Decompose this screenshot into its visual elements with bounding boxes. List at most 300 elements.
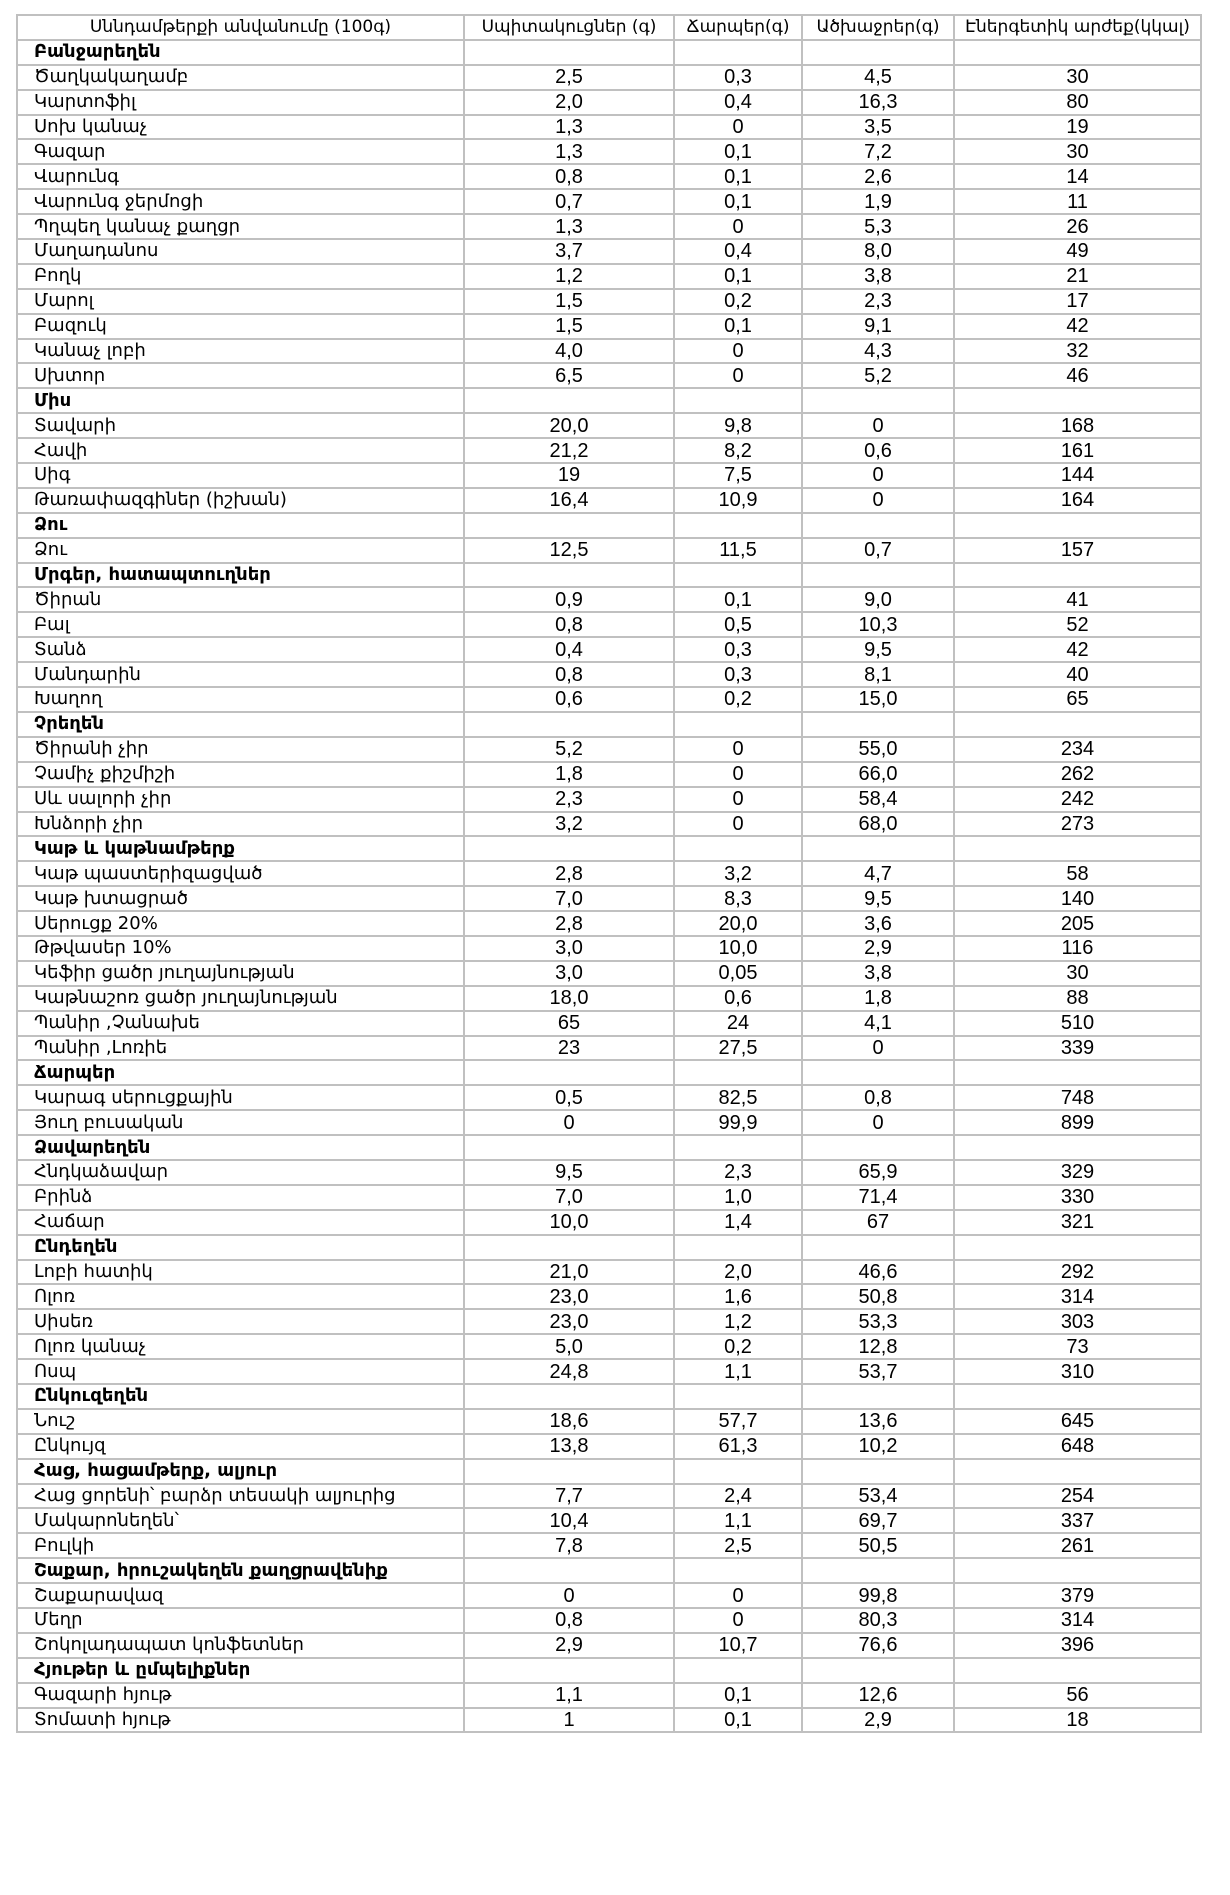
cell-carbs: 0,8 — [802, 1085, 954, 1110]
cell-fat — [674, 513, 802, 538]
category-row — [17, 836, 1201, 861]
cell-fat: 0,6 — [674, 986, 802, 1011]
table-row — [17, 1334, 1201, 1359]
table-row — [17, 812, 1201, 837]
cell-kcal: 21 — [954, 264, 1201, 289]
cell-carbs — [802, 836, 954, 861]
cell-carbs: 15,0 — [802, 687, 954, 712]
food-name: Վարունգ ջերմոցի — [17, 189, 464, 214]
category-name: Ձավարեղեն — [17, 1135, 464, 1160]
cell-protein: 0,6 — [464, 687, 674, 712]
cell-fat: 0,1 — [674, 1708, 802, 1733]
category-name: Մրգեր, հատապտուղներ — [17, 563, 464, 588]
food-name: Բողկ — [17, 264, 464, 289]
cell-fat: 1,2 — [674, 1309, 802, 1334]
food-name: Պղպեղ կանաչ քաղցր — [17, 214, 464, 239]
cell-carbs: 8,0 — [802, 239, 954, 264]
category-row — [17, 563, 1201, 588]
category-row — [17, 1658, 1201, 1683]
cell-protein: 0,5 — [464, 1085, 674, 1110]
cell-protein — [464, 1558, 674, 1583]
cell-protein: 0,4 — [464, 637, 674, 662]
food-name: Նուշ — [17, 1409, 464, 1434]
cell-fat: 2,0 — [674, 1260, 802, 1285]
category-row — [17, 712, 1201, 737]
cell-carbs: 4,1 — [802, 1011, 954, 1036]
food-name: Մարոլ — [17, 289, 464, 314]
cell-kcal: 396 — [954, 1633, 1201, 1658]
cell-kcal: 46 — [954, 363, 1201, 388]
cell-carbs: 53,7 — [802, 1359, 954, 1384]
food-name: Ոլոռ — [17, 1284, 464, 1309]
cell-carbs: 9,5 — [802, 886, 954, 911]
food-name: Տոմատի հյութ — [17, 1708, 464, 1733]
cell-fat: 1,1 — [674, 1508, 802, 1533]
table-row — [17, 314, 1201, 339]
cell-fat — [674, 40, 802, 65]
table-row — [17, 687, 1201, 712]
cell-protein: 7,0 — [464, 1185, 674, 1210]
cell-protein — [464, 712, 674, 737]
cell-carbs: 10,2 — [802, 1434, 954, 1459]
cell-carbs: 5,3 — [802, 214, 954, 239]
cell-protein: 4,0 — [464, 339, 674, 364]
food-name: Շաքարավազ — [17, 1583, 464, 1608]
food-name: Բազուկ — [17, 314, 464, 339]
cell-protein: 21,2 — [464, 438, 674, 463]
food-name: Մակարոնեղեն՝ — [17, 1508, 464, 1533]
cell-protein: 1,8 — [464, 762, 674, 787]
food-name: Թթվասեր 10% — [17, 936, 464, 961]
cell-fat: 0 — [674, 363, 802, 388]
cell-carbs: 1,8 — [802, 986, 954, 1011]
cell-kcal: 49 — [954, 239, 1201, 264]
cell-kcal: 116 — [954, 936, 1201, 961]
table-row — [17, 1508, 1201, 1533]
food-name: Հաց ցորենի՝ բարձր տեսակի ալյուրից — [17, 1484, 464, 1509]
cell-kcal — [954, 513, 1201, 538]
cell-protein — [464, 1060, 674, 1085]
cell-fat: 0,05 — [674, 961, 802, 986]
food-name: Ծիրանի չիր — [17, 737, 464, 762]
cell-kcal: 379 — [954, 1583, 1201, 1608]
food-name: Հնդկաձավար — [17, 1160, 464, 1185]
category-row — [17, 388, 1201, 413]
cell-fat: 11,5 — [674, 538, 802, 563]
cell-fat: 0 — [674, 214, 802, 239]
food-name: Հավի — [17, 438, 464, 463]
cell-protein: 10,4 — [464, 1508, 674, 1533]
cell-kcal: 56 — [954, 1683, 1201, 1708]
food-name: Ոսպ — [17, 1359, 464, 1384]
cell-carbs — [802, 1658, 954, 1683]
cell-fat: 0 — [674, 1608, 802, 1633]
cell-protein — [464, 513, 674, 538]
cell-kcal: 339 — [954, 1036, 1201, 1061]
cell-carbs: 3,8 — [802, 961, 954, 986]
cell-protein: 5,2 — [464, 737, 674, 762]
table-row — [17, 1608, 1201, 1633]
cell-carbs: 1,9 — [802, 189, 954, 214]
table-row — [17, 164, 1201, 189]
cell-protein: 1,5 — [464, 289, 674, 314]
cell-fat: 10,0 — [674, 936, 802, 961]
cell-kcal: 144 — [954, 463, 1201, 488]
cell-fat: 8,2 — [674, 438, 802, 463]
cell-kcal: 314 — [954, 1608, 1201, 1633]
food-name: Ծաղկակաղամբ — [17, 65, 464, 90]
cell-carbs — [802, 1384, 954, 1409]
food-name: Ծիրան — [17, 587, 464, 612]
cell-kcal — [954, 388, 1201, 413]
cell-fat: 0,2 — [674, 289, 802, 314]
cell-carbs — [802, 1235, 954, 1260]
cell-protein: 18,0 — [464, 986, 674, 1011]
cell-protein: 0,7 — [464, 189, 674, 214]
cell-kcal: 314 — [954, 1284, 1201, 1309]
food-name: Չամիչ քիշմիշի — [17, 762, 464, 787]
cell-protein: 23 — [464, 1036, 674, 1061]
table-row — [17, 1533, 1201, 1558]
table-row — [17, 936, 1201, 961]
cell-carbs: 50,5 — [802, 1533, 954, 1558]
cell-fat: 0,1 — [674, 139, 802, 164]
cell-fat: 0,3 — [674, 65, 802, 90]
cell-carbs: 53,3 — [802, 1309, 954, 1334]
cell-fat: 0,4 — [674, 90, 802, 115]
cell-carbs: 71,4 — [802, 1185, 954, 1210]
cell-protein: 1,3 — [464, 139, 674, 164]
cell-carbs: 2,9 — [802, 936, 954, 961]
cell-fat: 2,4 — [674, 1484, 802, 1509]
table-row — [17, 438, 1201, 463]
header-food-name: Սննդամթերքի անվանումը (100գ) — [17, 15, 464, 40]
cell-carbs — [802, 388, 954, 413]
food-name: Կեֆիր ցածր յուղայնության — [17, 961, 464, 986]
cell-fat: 8,3 — [674, 886, 802, 911]
cell-protein: 12,5 — [464, 538, 674, 563]
cell-fat: 1,0 — [674, 1185, 802, 1210]
cell-fat: 10,9 — [674, 488, 802, 513]
cell-protein: 2,0 — [464, 90, 674, 115]
table-row — [17, 413, 1201, 438]
table-row — [17, 886, 1201, 911]
category-name: Ընկուզեղեն — [17, 1384, 464, 1409]
cell-fat — [674, 1135, 802, 1160]
table-row — [17, 1633, 1201, 1658]
category-name: Հյութեր և ըմպելիքներ — [17, 1658, 464, 1683]
cell-protein: 65 — [464, 1011, 674, 1036]
cell-carbs: 66,0 — [802, 762, 954, 787]
cell-kcal: 41 — [954, 587, 1201, 612]
cell-carbs — [802, 1060, 954, 1085]
food-name: Կարտոֆիլ — [17, 90, 464, 115]
cell-kcal: 645 — [954, 1409, 1201, 1434]
food-name: Վարունգ — [17, 164, 464, 189]
cell-protein — [464, 40, 674, 65]
table-row — [17, 961, 1201, 986]
table-row — [17, 587, 1201, 612]
cell-protein: 1,2 — [464, 264, 674, 289]
cell-protein: 24,8 — [464, 1359, 674, 1384]
cell-kcal: 899 — [954, 1110, 1201, 1135]
cell-kcal: 337 — [954, 1508, 1201, 1533]
table-row — [17, 115, 1201, 140]
cell-kcal: 303 — [954, 1309, 1201, 1334]
cell-fat: 1,1 — [674, 1359, 802, 1384]
cell-protein: 0,8 — [464, 662, 674, 687]
cell-fat: 99,9 — [674, 1110, 802, 1135]
category-row — [17, 1235, 1201, 1260]
cell-carbs: 53,4 — [802, 1484, 954, 1509]
cell-kcal — [954, 1558, 1201, 1583]
cell-protein: 10,0 — [464, 1210, 674, 1235]
cell-protein: 13,8 — [464, 1434, 674, 1459]
cell-carbs: 0 — [802, 1036, 954, 1061]
cell-protein: 1,5 — [464, 314, 674, 339]
table-row — [17, 1160, 1201, 1185]
table-row — [17, 1484, 1201, 1509]
cell-kcal: 11 — [954, 189, 1201, 214]
cell-kcal: 30 — [954, 65, 1201, 90]
cell-kcal — [954, 563, 1201, 588]
cell-carbs — [802, 40, 954, 65]
cell-protein: 3,2 — [464, 812, 674, 837]
food-name: Սև սալորի չիր — [17, 787, 464, 812]
category-row — [17, 1459, 1201, 1484]
category-row — [17, 1135, 1201, 1160]
cell-kcal: 30 — [954, 139, 1201, 164]
food-name: Թառափազգիներ (իշխան) — [17, 488, 464, 513]
food-name: Սիսեռ — [17, 1309, 464, 1334]
food-name: Բրինձ — [17, 1185, 464, 1210]
cell-protein — [464, 563, 674, 588]
table-row — [17, 1011, 1201, 1036]
cell-fat: 20,0 — [674, 911, 802, 936]
cell-carbs — [802, 563, 954, 588]
cell-protein: 16,4 — [464, 488, 674, 513]
cell-kcal: 242 — [954, 787, 1201, 812]
category-name: Ձու — [17, 513, 464, 538]
cell-kcal: 648 — [954, 1434, 1201, 1459]
cell-carbs: 80,3 — [802, 1608, 954, 1633]
table-row — [17, 1434, 1201, 1459]
table-row — [17, 339, 1201, 364]
table-row — [17, 1583, 1201, 1608]
cell-carbs: 2,3 — [802, 289, 954, 314]
food-name: Տավարի — [17, 413, 464, 438]
cell-kcal: 42 — [954, 637, 1201, 662]
cell-carbs: 12,6 — [802, 1683, 954, 1708]
cell-kcal: 254 — [954, 1484, 1201, 1509]
cell-protein: 21,0 — [464, 1260, 674, 1285]
cell-kcal: 261 — [954, 1533, 1201, 1558]
cell-fat: 0 — [674, 115, 802, 140]
table-row — [17, 662, 1201, 687]
cell-fat: 9,8 — [674, 413, 802, 438]
category-name: Բանջարեղեն — [17, 40, 464, 65]
cell-fat: 10,7 — [674, 1633, 802, 1658]
table-row — [17, 1409, 1201, 1434]
cell-fat — [674, 836, 802, 861]
cell-fat: 0,3 — [674, 662, 802, 687]
cell-kcal — [954, 836, 1201, 861]
cell-kcal: 40 — [954, 662, 1201, 687]
cell-fat: 0 — [674, 737, 802, 762]
food-name: Լոբի հատիկ — [17, 1260, 464, 1285]
cell-fat: 0 — [674, 787, 802, 812]
cell-fat: 0,4 — [674, 239, 802, 264]
header-fat: Ճարպեր(գ) — [674, 15, 802, 40]
header-protein: Սպիտակուցներ (գ) — [464, 15, 674, 40]
cell-fat: 0 — [674, 812, 802, 837]
cell-fat — [674, 1459, 802, 1484]
table-row — [17, 1708, 1201, 1733]
category-row — [17, 1384, 1201, 1409]
cell-protein: 7,0 — [464, 886, 674, 911]
cell-carbs: 0 — [802, 463, 954, 488]
cell-kcal: 168 — [954, 413, 1201, 438]
cell-protein: 7,7 — [464, 1484, 674, 1509]
cell-fat — [674, 712, 802, 737]
cell-carbs: 5,2 — [802, 363, 954, 388]
cell-carbs: 8,1 — [802, 662, 954, 687]
table-row — [17, 861, 1201, 886]
food-name: Խաղող — [17, 687, 464, 712]
cell-kcal: 42 — [954, 314, 1201, 339]
food-name: Սխտոր — [17, 363, 464, 388]
cell-carbs: 58,4 — [802, 787, 954, 812]
cell-protein: 7,8 — [464, 1533, 674, 1558]
category-name: Չրեղեն — [17, 712, 464, 737]
cell-fat: 7,5 — [674, 463, 802, 488]
cell-kcal: 88 — [954, 986, 1201, 1011]
cell-carbs: 67 — [802, 1210, 954, 1235]
cell-carbs: 50,8 — [802, 1284, 954, 1309]
cell-carbs: 9,5 — [802, 637, 954, 662]
cell-protein: 0 — [464, 1110, 674, 1135]
cell-carbs: 3,5 — [802, 115, 954, 140]
cell-protein — [464, 1459, 674, 1484]
cell-protein: 2,3 — [464, 787, 674, 812]
cell-fat: 82,5 — [674, 1085, 802, 1110]
table-row — [17, 911, 1201, 936]
table-row — [17, 1210, 1201, 1235]
cell-carbs: 0 — [802, 413, 954, 438]
cell-kcal: 26 — [954, 214, 1201, 239]
cell-fat: 1,6 — [674, 1284, 802, 1309]
cell-carbs: 76,6 — [802, 1633, 954, 1658]
cell-carbs — [802, 1135, 954, 1160]
cell-carbs: 99,8 — [802, 1583, 954, 1608]
table-row — [17, 1185, 1201, 1210]
cell-fat: 0 — [674, 339, 802, 364]
cell-kcal: 262 — [954, 762, 1201, 787]
cell-kcal: 234 — [954, 737, 1201, 762]
table-row — [17, 65, 1201, 90]
cell-kcal — [954, 1235, 1201, 1260]
cell-fat — [674, 1384, 802, 1409]
cell-fat: 0,2 — [674, 687, 802, 712]
cell-fat: 57,7 — [674, 1409, 802, 1434]
cell-carbs: 0 — [802, 1110, 954, 1135]
cell-fat: 0,1 — [674, 314, 802, 339]
cell-kcal: 32 — [954, 339, 1201, 364]
cell-protein: 0,8 — [464, 164, 674, 189]
table-row — [17, 488, 1201, 513]
food-name: Գազար — [17, 139, 464, 164]
cell-protein: 3,0 — [464, 936, 674, 961]
cell-kcal: 19 — [954, 115, 1201, 140]
cell-kcal: 65 — [954, 687, 1201, 712]
food-name: Գազարի հյութ — [17, 1683, 464, 1708]
food-name: Ոլոռ կանաչ — [17, 1334, 464, 1359]
table-row — [17, 1036, 1201, 1061]
cell-protein: 0 — [464, 1583, 674, 1608]
cell-protein: 19 — [464, 463, 674, 488]
cell-carbs: 0,7 — [802, 538, 954, 563]
cell-protein — [464, 1235, 674, 1260]
category-row — [17, 1558, 1201, 1583]
cell-kcal: 30 — [954, 961, 1201, 986]
cell-fat: 0 — [674, 762, 802, 787]
cell-fat — [674, 563, 802, 588]
cell-protein — [464, 1658, 674, 1683]
cell-protein: 20,0 — [464, 413, 674, 438]
table-row — [17, 139, 1201, 164]
cell-protein: 23,0 — [464, 1284, 674, 1309]
table-row — [17, 463, 1201, 488]
cell-fat: 24 — [674, 1011, 802, 1036]
cell-carbs: 69,7 — [802, 1508, 954, 1533]
cell-fat: 2,5 — [674, 1533, 802, 1558]
table-row — [17, 1309, 1201, 1334]
cell-carbs: 68,0 — [802, 812, 954, 837]
cell-fat: 0,2 — [674, 1334, 802, 1359]
table-row — [17, 1683, 1201, 1708]
cell-kcal: 14 — [954, 164, 1201, 189]
cell-carbs: 0 — [802, 488, 954, 513]
table-row — [17, 189, 1201, 214]
cell-protein: 2,5 — [464, 65, 674, 90]
cell-fat: 0,1 — [674, 1683, 802, 1708]
cell-carbs: 3,6 — [802, 911, 954, 936]
cell-fat — [674, 1658, 802, 1683]
food-name: Կաթնաշոռ ցածր յուղայնության — [17, 986, 464, 1011]
cell-carbs: 55,0 — [802, 737, 954, 762]
cell-kcal: 748 — [954, 1085, 1201, 1110]
cell-protein: 5,0 — [464, 1334, 674, 1359]
cell-protein: 1,1 — [464, 1683, 674, 1708]
cell-protein: 18,6 — [464, 1409, 674, 1434]
cell-kcal — [954, 1060, 1201, 1085]
cell-protein: 1,3 — [464, 214, 674, 239]
cell-fat: 3,2 — [674, 861, 802, 886]
cell-kcal: 73 — [954, 1334, 1201, 1359]
table-row — [17, 1085, 1201, 1110]
cell-protein: 2,8 — [464, 861, 674, 886]
cell-carbs: 2,9 — [802, 1708, 954, 1733]
nutrition-table — [16, 14, 1202, 1733]
cell-protein: 23,0 — [464, 1309, 674, 1334]
food-name: Պանիր ,Լոռիե — [17, 1036, 464, 1061]
cell-kcal — [954, 1459, 1201, 1484]
cell-fat — [674, 1235, 802, 1260]
cell-carbs: 2,6 — [802, 164, 954, 189]
cell-fat: 0,1 — [674, 264, 802, 289]
cell-protein: 6,5 — [464, 363, 674, 388]
category-row — [17, 1060, 1201, 1085]
